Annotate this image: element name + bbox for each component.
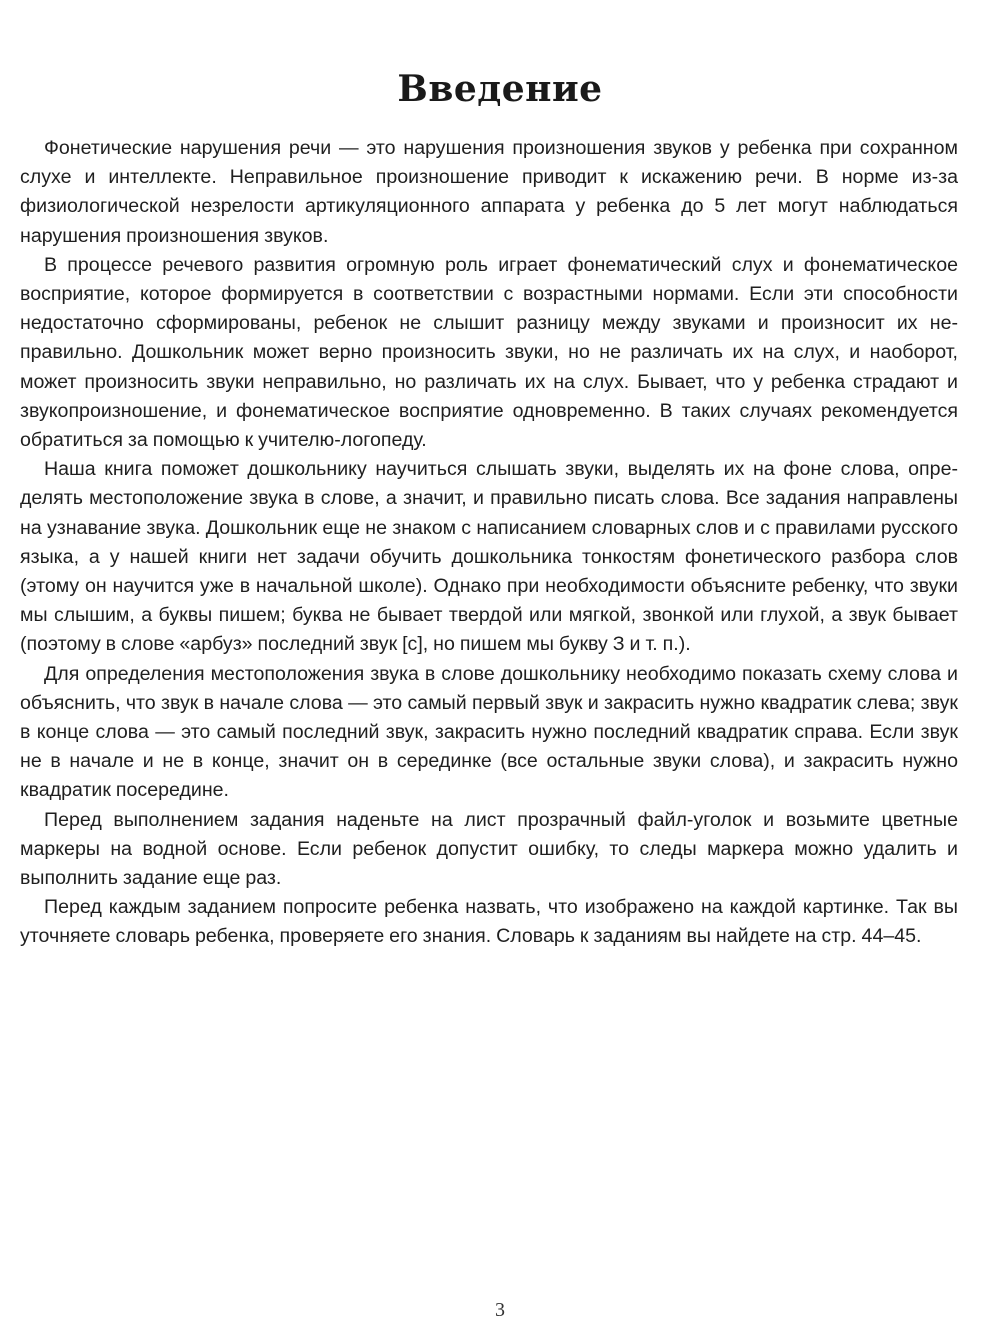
paragraph-2: В процессе речевого развития огромную роль играет фонематический слух и фонематическое восприятие, которое формируется в соответствии с возрастными нормами. Если эти способности недостаточно сформированы, ребенок не слышит разницу между звуками и произносит их неправильно. Дошкольник может верно произносить звуки, но не различать их на слух, и наоборот, может произносить звуки неправильно, но различать их на слух. Бывает, что у ребенка страдают и звукопроизношение, и фонематическое восприятие одновременно. В таких случаях рекомендуется обратиться за помощью к учителю-логопеду. xyxy=(20,253,958,452)
paragraph-4: Для определения местоположения звука в слове дошкольнику необходимо показать схему слова и объяснить, что звук в начале слова — это самый первый звук и закрасить нужно квадратик слева; звук в конце слова — это самый последний звук, закрасить нужно последний квадратик справа. Если звук не в начале и не в конце, значит он в серединке (все остальные звуки слова), и закрасить нужно квадратик посередине. xyxy=(20,662,958,802)
body-text xyxy=(20,134,958,952)
page-number: 3 xyxy=(495,1299,505,1321)
paragraph-5: Перед выполнением задания наденьте на лист прозрачный файл-уголок и возьмите цветные маркеры на водной основе. Если ребенок допустит ошибку, то следы маркера можно удалить и выполнить задание еще раз. xyxy=(20,808,958,890)
paragraph-6: Перед каждым заданием попросите ребенка назвать, что изображено на каждой картинке. Так вы уточняете словарь ребенка, проверяете его знания. Словарь к заданиям вы найдете на стр. 44–45. xyxy=(20,896,958,948)
paragraph-1: Фонетические нарушения речи — это нарушения произношения звуков у ребенка при сохранном слухе и интеллекте. Неправильное произношение приводит к искажению речи. В норме из-за физиологической незрелости артикуляционного аппарата у ребенка до 5 лет могут наблюдаться нарушения произношения звуков. xyxy=(20,137,958,247)
page-title: Введение xyxy=(397,68,603,110)
paragraph-3: Наша книга поможет дошкольнику научиться слышать звуки, выделять их на фоне слова, определять местоположение звука в слове, а значит, и правильно писать слова. Все задания направлены на узнавание звука. Дошкольник еще не знаком с написанием словарных слов и с правилами русского языка, а у нашей книги нет задачи обучить дошкольника тонкостям фонетического разбора слов (этому он научится уже в начальной школе). Однако при необходимости объясните ребенку, что звуки мы слышим, а буквы пишем; буква не бывает твердой или мягкой, звонкой или глухой, а звук бывает (поэтому в слове «арбуз» последний звук [с], но пишем мы букву З и т. п.). xyxy=(20,458,958,656)
